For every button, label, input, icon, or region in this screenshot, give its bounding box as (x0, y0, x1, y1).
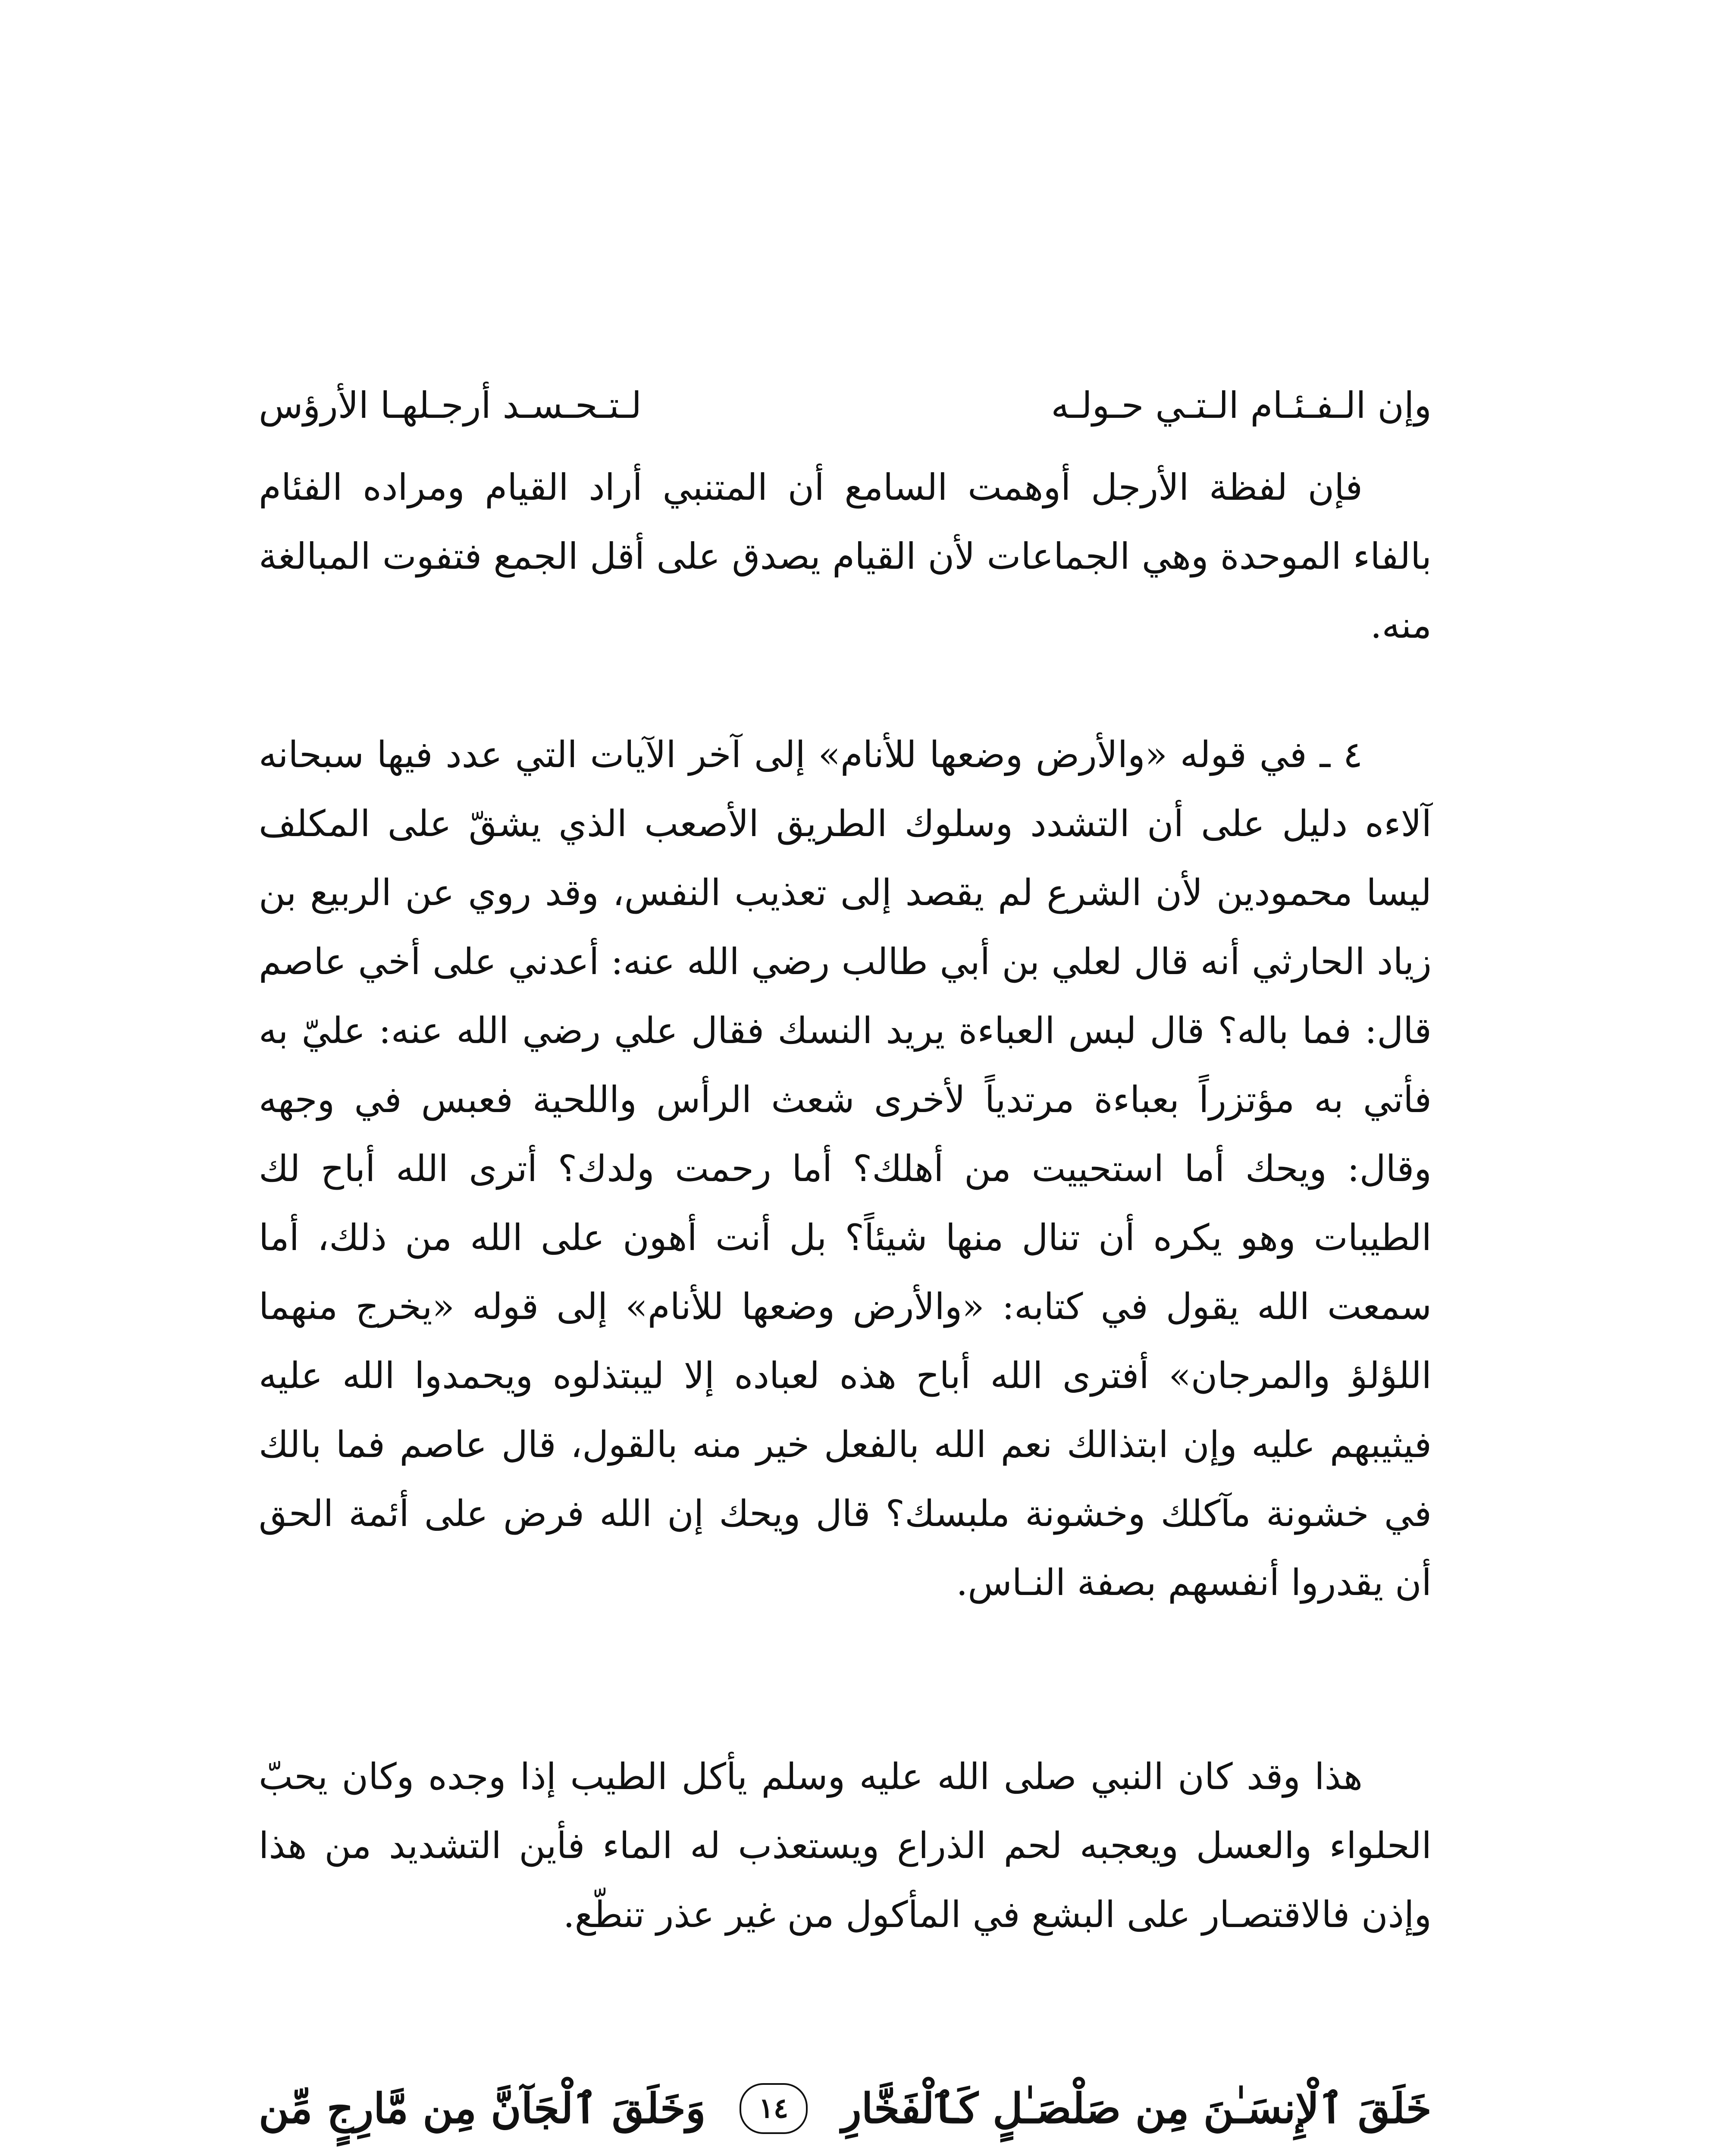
paragraph-1 (259, 453, 1432, 660)
paragraph-text: ٤ ـ في قوله «والأرض وضعها للأنام» إلى آخر الآيات التي عدد فيها سبحانه آلاءه دليل على أن التشدد وسلوك الطريق الأصعب الذي يشقّ على المكلف ليسا محمودين لأن الشرع لم يقصد إلى تعذيب النفس، وقد روي عن الربيع بن زياد الحارثي أنه قال لعلي بن أبي طالب رضي الله عنه: أعدني على أخي عاصم قال: فما باله؟ قال لبس العباءة يريد النسك فقال علي رضي الله عنه: عليّ به فأتي به مؤتزراً بعباءة مرتدياً لأخرى شعث الرأس واللحية فعبس في وجهه وقال: ويحك أما استحييت من أهلك؟ أما رحمت ولدك؟ أترى الله أباح لك الطيبات وهو يكره أن تنال منها شيئاً؟ بل أنت أهون على الله من ذلك، أما سمعت الله يقول في كتابه: «والأرض وضعها للأنام» إلى قوله «يخرج منهما اللؤلؤ والمرجان» أفترى الله أباح هذه لعباده إلا ليبتذلوه ويحمدوا الله عليه فيثيبهم عليه وإن ابتذالك نعم الله بالفعل خير منه بالقول، قال عاصم فما بالك في خشونة مآكلك وخشونة ملبسك؟ قال ويحك إن الله فرض على أئمة الحق أن يقدروا أنفسهم بصفة النـاس. (259, 733, 1432, 1604)
ayah-number-marker: ١٤ (740, 2083, 808, 2134)
paragraph-3 (259, 1742, 1432, 1949)
poem-hemistich-left: لـتـحـسـد أرجـلهـا الأرؤس (259, 384, 642, 426)
quran-verse-part-2: وَخَلَقَ ٱلْجَآنَّ مِن مَّارِجٍ مِّن (259, 2084, 706, 2133)
quran-verse-part-1: خَلَقَ ٱلْإِنسَـٰنَ مِن صَلْصَـٰلٍ كَٱلْفَخَّارِ (841, 2084, 1432, 2133)
paragraph-text: هذا وقد كان النبي صلى الله عليه وسلم يأكل الطيب إذا وجده وكان يحبّ الحلواء والعسل ويعجبه لحم الذراع ويستعذب له الماء فأين التشديد من هذا وإذن فالاقتصـار على البشع في المأكول من غير عذر تنطّع. (259, 1755, 1432, 1936)
paragraph-text: فإن لفظة الأرجل أوهمت السامع أن المتنبي أراد القيام ومراده الفئام بالفاء الموحدة وهي الجماعات لأن القيام يصدق على أقل الجمع فتفوت المبالغة منه. (259, 466, 1432, 646)
poem-verse (259, 371, 1432, 440)
paragraph-2 (259, 720, 1432, 1617)
poem-hemistich-right: وإن الـفـئـام الـتـي حـولـه (1051, 384, 1432, 426)
quran-verse-line (259, 2070, 1432, 2147)
